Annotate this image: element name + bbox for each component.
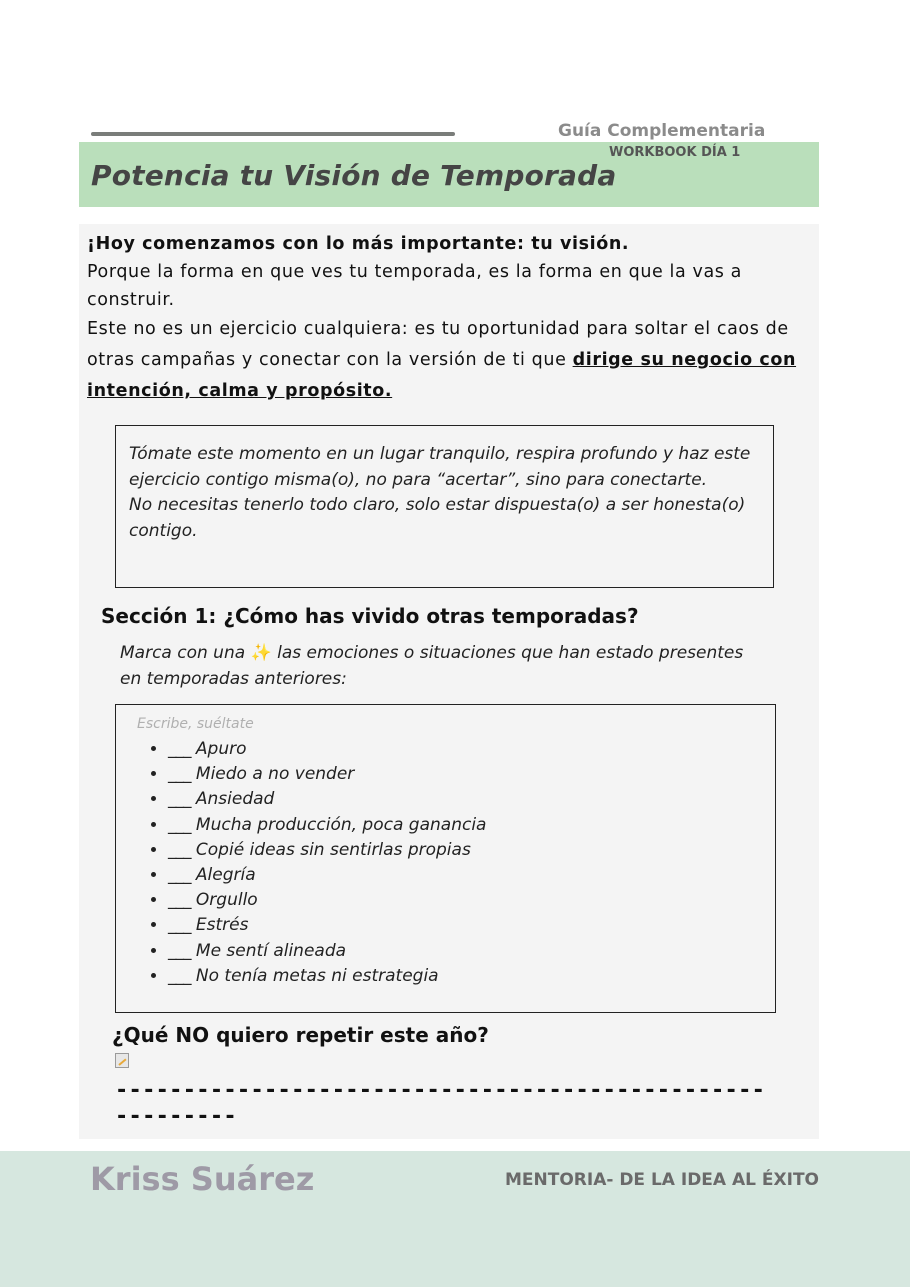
list-item[interactable] — [168, 838, 486, 863]
item-label: Estrés — [195, 915, 249, 936]
checkbox-blank[interactable]: ___ — [168, 814, 191, 835]
brand-name: Kriss Suárez — [90, 1160, 315, 1198]
question-heading: ¿Qué NO quiero repetir este año? — [112, 1023, 489, 1047]
intro-line-2: Porque la forma en que ves tu temporada, es la forma en que la vas a construir. — [87, 262, 742, 310]
page-title: Potencia tu Visión de Temporada — [91, 159, 617, 192]
list-item[interactable] — [168, 913, 486, 938]
checkbox-blank[interactable]: ___ — [168, 965, 191, 986]
checkbox-blank[interactable]: ___ — [168, 739, 191, 759]
checkbox-blank[interactable]: ___ — [168, 865, 191, 886]
checkbox-blank[interactable]: ___ — [168, 764, 191, 785]
instruction-text-before: Marca con una — [120, 643, 251, 663]
list-item[interactable] — [168, 737, 486, 762]
footer — [0, 1151, 910, 1287]
section-1-instruction — [120, 641, 760, 692]
content-panel — [79, 224, 819, 1139]
intro-text — [87, 230, 807, 407]
intro-line-3 — [87, 314, 807, 407]
item-label: Ansiedad — [195, 789, 275, 810]
note-paragraph-2: No necesitas tenerlo todo claro, solo estar dispuesta(o) a ser honesta(o) contigo. — [129, 495, 746, 541]
answer-line[interactable]: --------------------------------------------------------- — [115, 1078, 766, 1129]
item-label: Copié ideas sin sentirlas propias — [195, 839, 471, 860]
checkbox-blank[interactable]: ___ — [168, 789, 191, 810]
reflection-note-box — [115, 425, 774, 588]
intro-lead: ¡Hoy comenzamos con lo más importante: tu visión. — [87, 234, 630, 254]
list-item[interactable] — [168, 787, 486, 812]
list-item[interactable] — [168, 939, 486, 964]
instruction-text-after: las emociones o situaciones que han estado presentes en temporadas anteriores: — [120, 643, 744, 689]
note-paragraph-1: Tómate este momento en un lugar tranquilo, respira profundo y haz este ejercicio contigo misma(o), no para “acertar”, sino para conectarte. — [129, 444, 751, 490]
intro-emphasis: dirige su negocio con intención, calma y propósito. — [87, 350, 797, 401]
item-label: Apuro — [195, 739, 247, 759]
guide-title: Guía Complementaria — [558, 121, 766, 141]
item-label: Me sentí alineada — [195, 940, 347, 961]
workbook-day-label: WORKBOOK DÍA 1 — [609, 145, 741, 160]
checklist-placeholder: Escribe, suéltate — [137, 716, 254, 732]
list-item[interactable] — [168, 964, 486, 989]
program-name: MENTORIA- DE LA IDEA AL ÉXITO — [504, 1170, 819, 1190]
item-label: No tenía metas ni estrategia — [195, 965, 439, 986]
item-label: Miedo a no vender — [195, 764, 355, 785]
item-label: Mucha producción, poca ganancia — [195, 814, 487, 835]
list-item[interactable] — [168, 762, 486, 787]
checkbox-blank[interactable]: ___ — [168, 890, 191, 911]
list-item[interactable] — [168, 813, 486, 838]
list-item[interactable] — [168, 863, 486, 888]
checkbox-blank[interactable]: ___ — [168, 940, 191, 961]
header-rule — [91, 132, 455, 136]
section-1-heading: Sección 1: ¿Cómo has vivido otras temporadas? — [101, 604, 639, 628]
memo-icon — [115, 1053, 129, 1068]
intro-line-3-text: Este no es un ejercicio cualquiera: es tu oportunidad para soltar el caos de otras campañas y conectar con la versión de ti que — [87, 319, 789, 370]
item-label: Alegría — [195, 865, 256, 886]
checkbox-blank[interactable]: ___ — [168, 915, 191, 936]
checkbox-blank[interactable]: ___ — [168, 839, 191, 860]
sparkles-icon: ✨ — [250, 643, 272, 663]
emotions-list — [146, 737, 486, 989]
emotions-checklist-box[interactable] — [115, 704, 776, 1013]
list-item[interactable] — [168, 888, 486, 913]
item-label: Orgullo — [195, 890, 258, 911]
